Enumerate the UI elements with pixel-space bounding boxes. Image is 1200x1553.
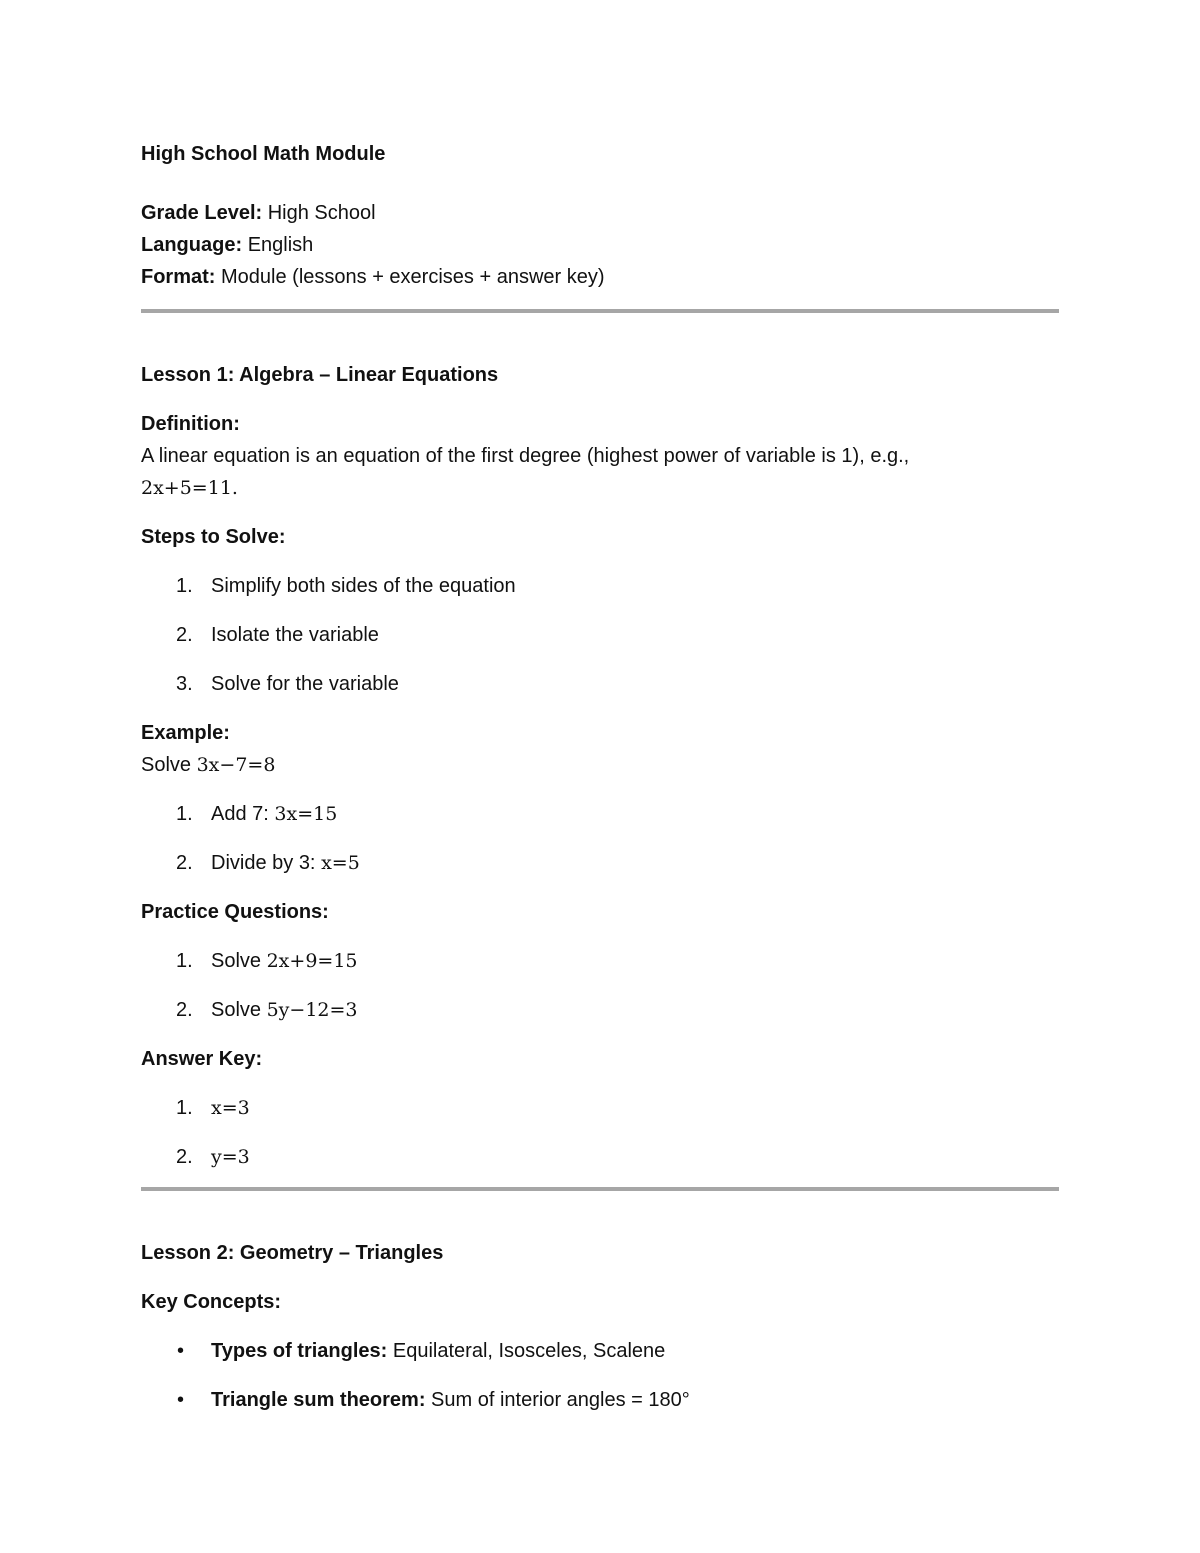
question-equation: 2x+9=15 [266,950,358,972]
list-item [141,847,1059,879]
list-item [141,945,1059,977]
step-equation: 3x=15 [274,803,338,825]
question-equation: 5y−12=3 [266,999,358,1021]
meta-label: Grade Level: [141,202,263,224]
question-text: Solve [211,999,267,1021]
example-steps-list [141,798,1059,879]
lesson-1-title: Lesson 1: Algebra – Linear Equations [141,364,499,386]
meta-language [141,229,1059,261]
meta-value: Module (lessons + exercises + answer key) [221,266,605,288]
document-page [141,138,1059,1416]
meta-format [141,261,1059,293]
list-item [141,1384,1059,1416]
example-equation: 3x−7=8 [196,754,276,776]
concepts-list [141,1335,1059,1416]
question-text: Solve [211,950,267,972]
steps-list [141,570,1059,700]
list-item [141,798,1059,830]
concept-text: Equilateral, Isosceles, Scalene [387,1340,666,1362]
list-item [141,570,1059,602]
meta-label: Format: [141,266,216,288]
step-text: Add 7: [211,803,275,825]
answer-key-label: Answer Key: [141,1048,263,1070]
bullet-icon: • [177,1389,185,1411]
meta-label: Language: [141,234,243,256]
example-label: Example: [141,722,230,744]
step-text: Simplify both sides of the equation [211,575,516,597]
document-title: High School Math Module [141,143,386,165]
meta-value: High School [267,202,376,224]
answer-equation: x=3 [211,1097,250,1119]
answer-equation: y=3 [211,1146,250,1168]
definition-body: A linear equation is an equation of the first degree (highest power of variable is 1), e.g., [141,445,910,467]
practice-label: Practice Questions: [141,901,329,923]
definition-label: Definition: [141,413,240,435]
list-number: 2. [176,1146,193,1168]
lesson-2-title: Lesson 2: Geometry – Triangles [141,1242,444,1264]
step-text: Isolate the variable [211,624,379,646]
step-equation: x=5 [321,852,360,874]
step-text: Solve for the variable [211,673,399,695]
answer-list [141,1092,1059,1173]
step-text: Divide by 3: [211,852,322,874]
list-item [141,994,1059,1026]
list-number: 2. [176,999,193,1021]
concept-term: Triangle sum theorem: [211,1389,426,1411]
bullet-icon: • [177,1340,185,1362]
example-statement [141,749,1059,781]
steps-label: Steps to Solve: [141,526,286,548]
definition-example-equation: 2x+5=11. [141,477,238,499]
meta-value: English [247,234,314,256]
key-concepts-label: Key Concepts: [141,1291,282,1313]
definition-text [141,440,1059,504]
list-number: 1. [176,1097,193,1119]
list-number: 2. [176,852,193,874]
list-item [141,668,1059,700]
list-item [141,1141,1059,1173]
list-number: 1. [176,803,193,825]
horizontal-divider [141,309,1059,313]
list-number: 2. [176,624,193,646]
horizontal-divider [141,1187,1059,1191]
meta-grade-level [141,197,1059,229]
list-number: 1. [176,575,193,597]
list-item [141,619,1059,651]
list-item [141,1335,1059,1367]
list-number: 1. [176,950,193,972]
list-item [141,1092,1059,1124]
example-prefix: Solve [141,754,197,776]
practice-list [141,945,1059,1026]
list-number: 3. [176,673,193,695]
concept-text: Sum of interior angles = 180° [425,1389,690,1411]
concept-term: Types of triangles: [211,1340,388,1362]
